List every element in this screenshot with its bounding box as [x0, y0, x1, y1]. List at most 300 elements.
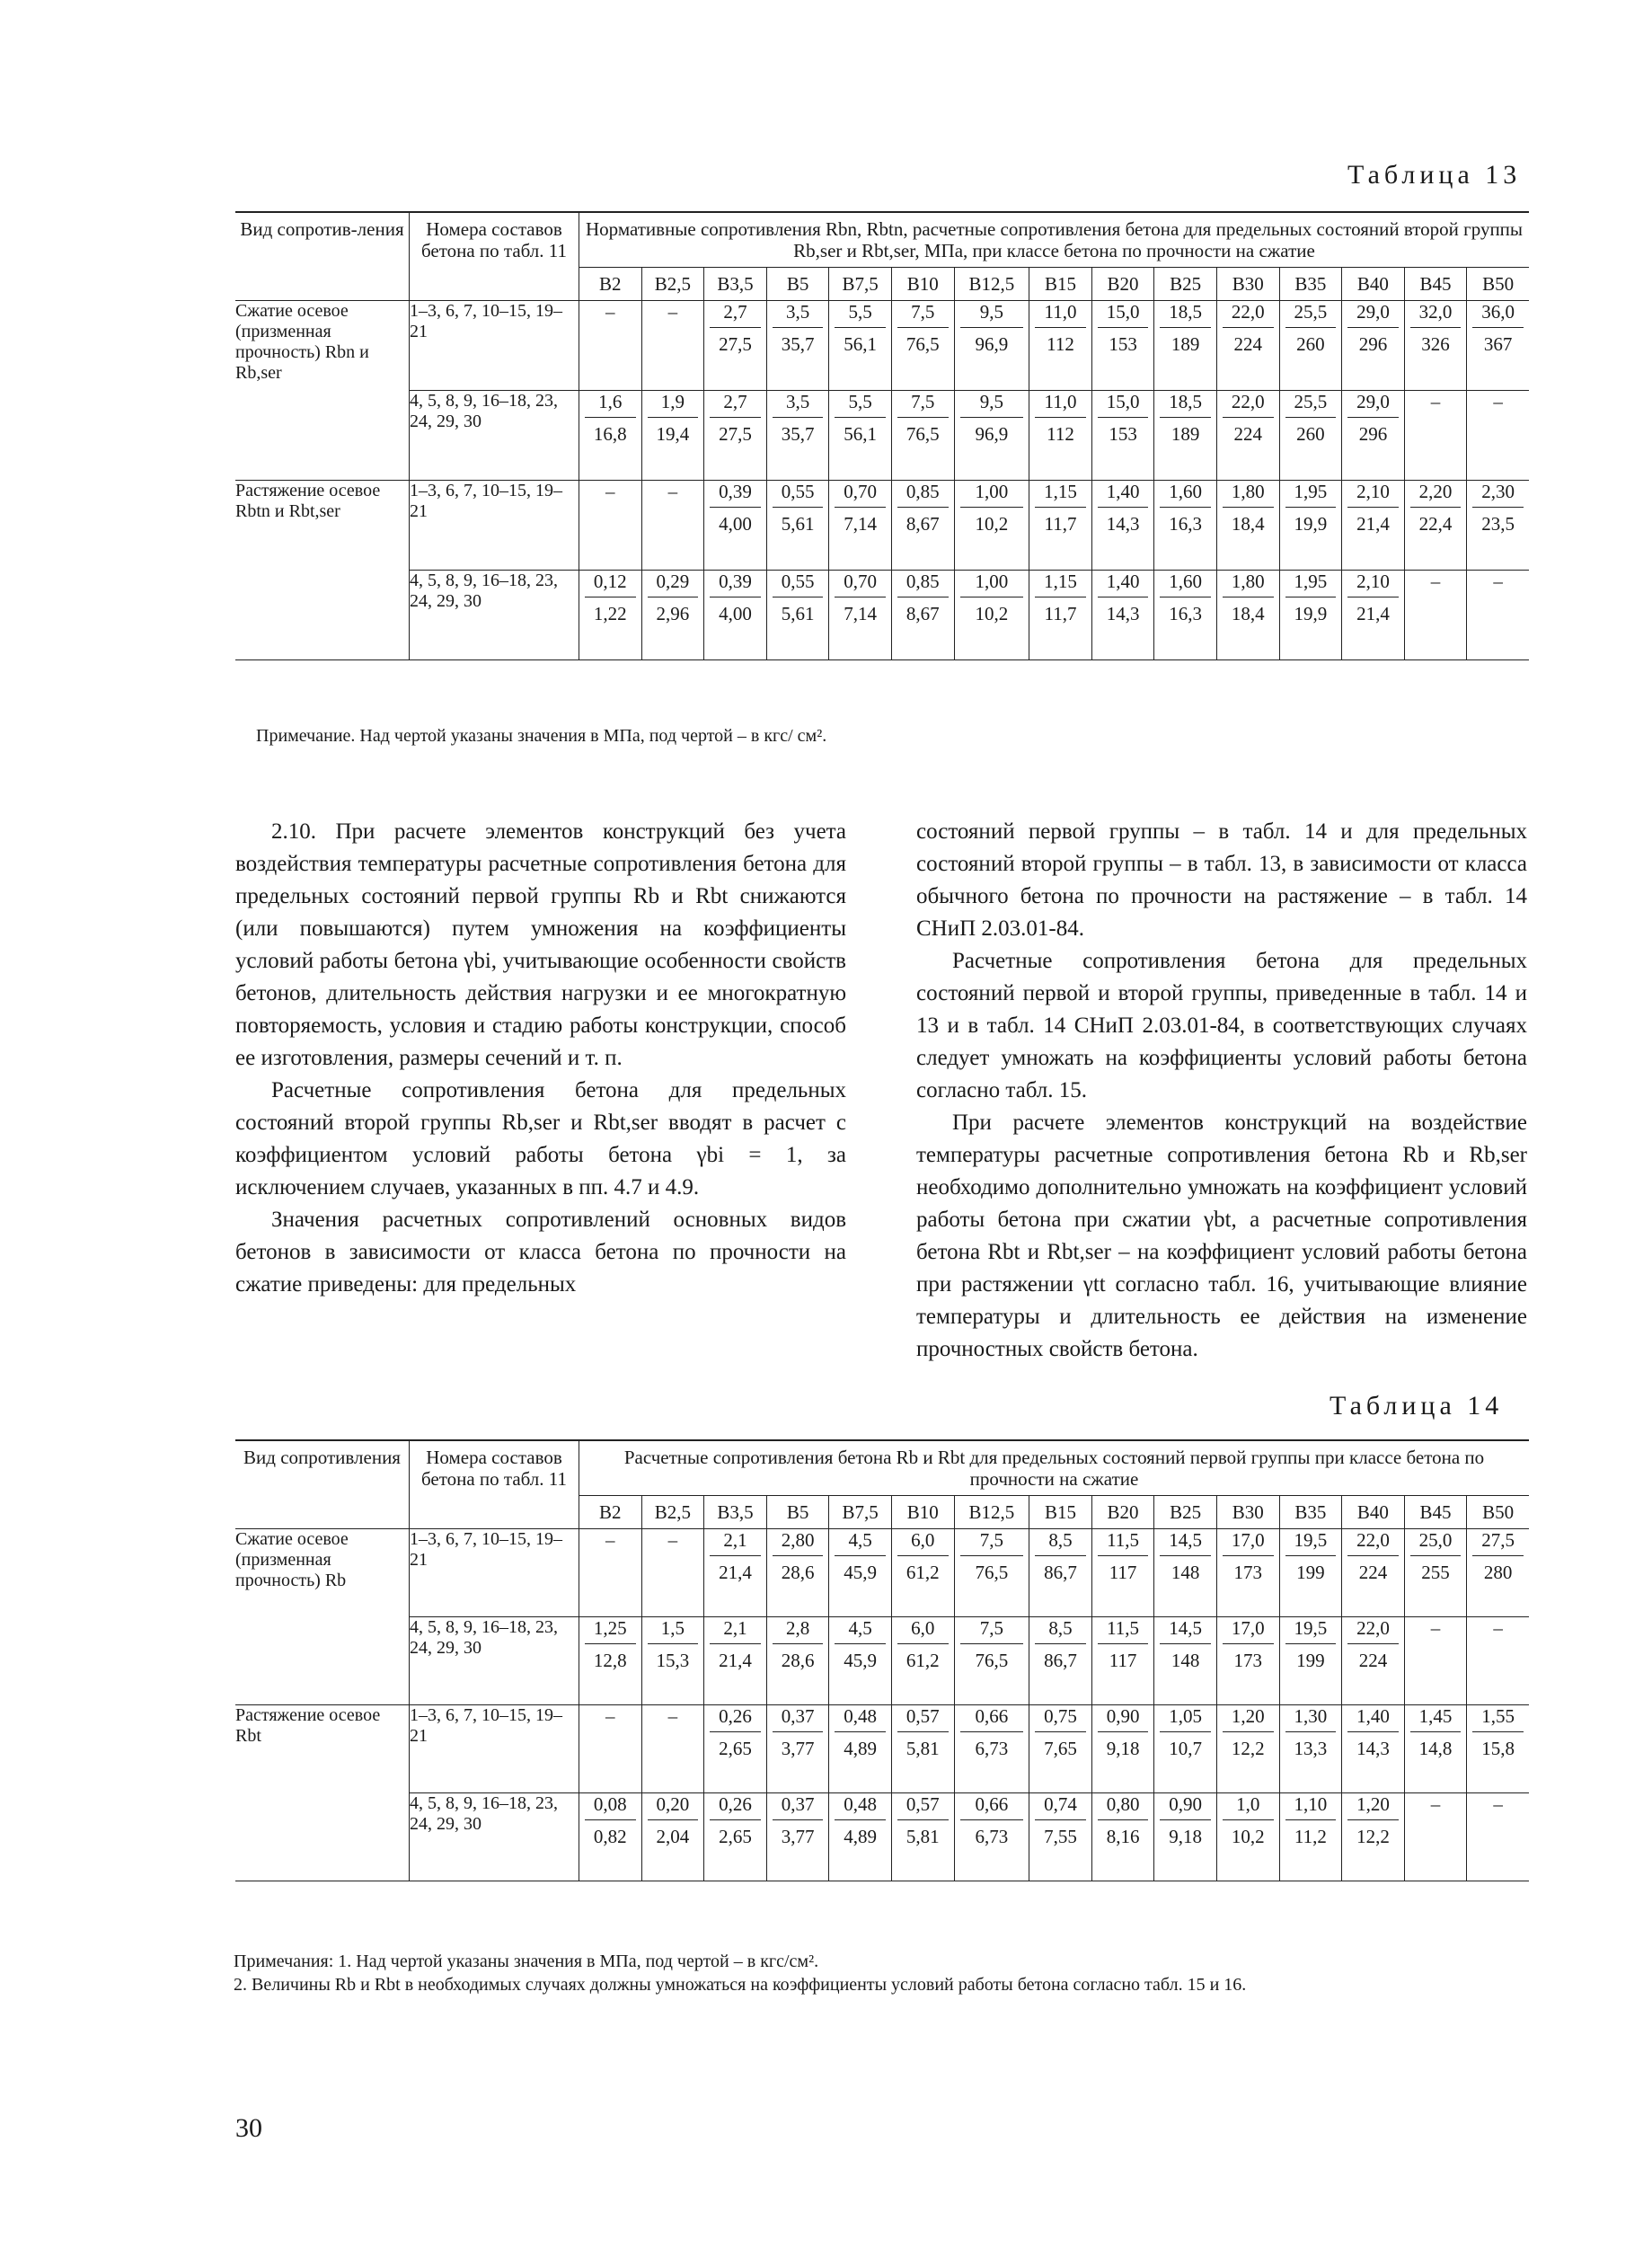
value-mpa: 2,30 [1472, 481, 1524, 507]
paragraph: При расчете элементов конструкций на воздействие температуры расчетные сопротивления бетона Rb и Rb,ser необходимо дополнительно умножать на коэффициент условий работы бетона при сжатии γbt, а расчетные сопротивления бетона Rbt и Rbt,ser – на коэффициент условий работы бетона при растяжении γtt согласно табл. 16, учитывающие влияние температуры и длительность ее действия на изменение прочностных свойств бетона. [916, 1111, 1527, 1361]
composition-numbers: 1–3, 6, 7, 10–15, 19–21 [410, 301, 579, 391]
value-kgf: 8,16 [1106, 1825, 1140, 1847]
concrete-class-header: B25 [1154, 1496, 1217, 1529]
value-cell [1029, 1705, 1092, 1793]
value-cell: – [579, 1529, 642, 1617]
concrete-class-header: B10 [891, 1496, 954, 1529]
value-cell [1342, 1529, 1405, 1617]
value-mpa: 2,7 [710, 301, 761, 327]
table-row [235, 1793, 1529, 1881]
concrete-class-header: B2 [579, 1496, 642, 1529]
composition-numbers: 1–3, 6, 7, 10–15, 19–21 [410, 481, 579, 571]
value-mpa: 3,5 [773, 301, 824, 327]
value-mpa: 17,0 [1223, 1617, 1274, 1643]
value-cell [704, 1705, 767, 1793]
value-kgf: 12,2 [1356, 1825, 1390, 1847]
concrete-class-header: B50 [1467, 268, 1529, 301]
value-kgf: 11,7 [1044, 602, 1077, 624]
value-kgf: 14,3 [1106, 602, 1140, 624]
value-cell [1216, 481, 1279, 571]
value-kgf: 296 [1358, 422, 1388, 445]
header-description: Нормативные сопротивления Rbn, Rbtn, расчетные сопротивления бетона для предельных состояний второй группы Rb,ser и Rbt,ser, МПа, при классе бетона по прочности на сжатие [579, 212, 1530, 268]
value-mpa: 14,5 [1160, 1617, 1211, 1643]
value-mpa: 15,0 [1098, 391, 1149, 417]
value-mpa: 36,0 [1472, 301, 1524, 327]
value-kgf: 56,1 [844, 422, 878, 445]
resistance-kind: Растяжение осевое Rbtn и Rbt,ser [235, 481, 410, 660]
value-kgf: 19,9 [1294, 602, 1328, 624]
value-kgf: 112 [1047, 332, 1074, 355]
concrete-class-header: B40 [1342, 1496, 1405, 1529]
value-mpa: 0,12 [585, 571, 636, 597]
value-mpa: 29,0 [1347, 301, 1399, 327]
value-mpa: 2,8 [773, 1617, 824, 1643]
value-kgf: 4,00 [719, 602, 752, 624]
value-mpa: 7,5 [960, 1529, 1024, 1555]
value-cell [1154, 301, 1217, 391]
value-cell [641, 391, 704, 481]
value-cell [1091, 481, 1154, 571]
value-kgf: 5,81 [906, 1737, 940, 1759]
value-mpa: 4,5 [835, 1617, 886, 1643]
value-kgf: 153 [1109, 332, 1137, 355]
value-mpa: 0,75 [1035, 1705, 1086, 1731]
page-number: 30 [235, 2113, 262, 2143]
value-kgf: 76,5 [906, 332, 940, 355]
composition-numbers: 1–3, 6, 7, 10–15, 19–21 [410, 1529, 579, 1617]
value-kgf: 16,3 [1169, 512, 1203, 535]
value-mpa: 11,0 [1035, 391, 1086, 417]
value-mpa: 11,5 [1098, 1617, 1149, 1643]
value-kgf: 6,73 [975, 1825, 1009, 1847]
value-kgf: 10,2 [975, 512, 1009, 535]
value-mpa: 0,26 [710, 1793, 761, 1819]
value-mpa: 0,55 [773, 571, 824, 597]
value-kgf: 260 [1296, 422, 1325, 445]
value-cell [704, 481, 767, 571]
value-cell [1091, 1529, 1154, 1617]
value-cell: – [641, 1705, 704, 1793]
value-kgf: 22,4 [1418, 512, 1453, 535]
header-compositions: Номера составов бетона по табл. 11 [410, 1440, 579, 1529]
value-cell [766, 1793, 829, 1881]
value-mpa: 22,0 [1223, 391, 1274, 417]
value-mpa: 1,80 [1223, 481, 1274, 507]
value-mpa: 5,5 [835, 391, 886, 417]
value-cell [891, 571, 954, 660]
value-kgf: 280 [1483, 1561, 1513, 1583]
value-kgf: 9,18 [1106, 1737, 1140, 1759]
value-mpa: 0,66 [960, 1793, 1024, 1819]
value-cell [1342, 571, 1405, 660]
concrete-class-header: B12,5 [954, 1496, 1029, 1529]
value-cell [1216, 1617, 1279, 1705]
value-kgf: 11,2 [1294, 1825, 1327, 1847]
value-mpa: 2,1 [710, 1529, 761, 1555]
value-kgf: 2,96 [656, 602, 690, 624]
value-cell [829, 1705, 892, 1793]
value-kgf: 3,77 [781, 1825, 815, 1847]
paragraph: состояний первой группы – в табл. 14 и для предельных состояний второй группы – в табл. 13, в зависимости от класса обычного бетона по прочности на растяжение – в табл. 14 СНиП 2.03.01-84. [916, 819, 1527, 941]
value-cell [1216, 301, 1279, 391]
value-cell [1404, 301, 1467, 391]
concrete-class-header: B35 [1279, 268, 1342, 301]
value-mpa: 6,0 [897, 1617, 949, 1643]
concrete-class-header: B2,5 [641, 268, 704, 301]
value-cell [1029, 1617, 1092, 1705]
value-kgf: 4,89 [844, 1825, 878, 1847]
value-cell: – [579, 301, 642, 391]
value-cell [1279, 1617, 1342, 1705]
value-mpa: 22,0 [1223, 301, 1274, 327]
value-kgf: 45,9 [844, 1561, 878, 1583]
value-kgf: 6,73 [975, 1737, 1009, 1759]
value-mpa: 0,55 [773, 481, 824, 507]
value-cell [1467, 301, 1529, 391]
concrete-class-header: B3,5 [704, 1496, 767, 1529]
table-row [235, 1705, 1529, 1793]
value-cell: – [1467, 1617, 1529, 1705]
value-mpa: 7,5 [960, 1617, 1024, 1643]
value-mpa: 0,57 [897, 1793, 949, 1819]
value-kgf: 27,5 [719, 332, 752, 355]
table-row [235, 1617, 1529, 1705]
concrete-class-header: B45 [1404, 268, 1467, 301]
value-mpa: 0,90 [1098, 1705, 1149, 1731]
concrete-class-header: B3,5 [704, 268, 767, 301]
value-kgf: 224 [1233, 422, 1262, 445]
header-description: Расчетные сопротивления бетона Rb и Rbt для предельных состояний первой группы при классе бетона по прочности на сжатие [579, 1440, 1530, 1496]
value-cell [766, 571, 829, 660]
value-kgf: 117 [1109, 1649, 1137, 1671]
value-mpa: 1,15 [1035, 571, 1086, 597]
header-compositions: Номера составов бетона по табл. 11 [410, 212, 579, 301]
composition-numbers: 4, 5, 8, 9, 16–18, 23, 24, 29, 30 [410, 1617, 579, 1705]
value-cell [954, 1617, 1029, 1705]
value-kgf: 35,7 [781, 332, 815, 355]
paragraph: Расчетные сопротивления бетона для предельных состояний первой и второй группы, приведенные в табл. 14 и 13 и в табл. 14 СНиП 2.03.01-84, в соответствующих случаях следует умножать на коэффициенты условий работы бетона согласно табл. 15. [916, 949, 1527, 1102]
value-cell [1467, 481, 1529, 571]
value-cell: – [641, 481, 704, 571]
value-kgf: 35,7 [781, 422, 815, 445]
value-kgf: 16,3 [1169, 602, 1203, 624]
value-mpa: 14,5 [1160, 1529, 1211, 1555]
value-kgf: 326 [1421, 332, 1450, 355]
value-cell [1216, 1529, 1279, 1617]
value-cell [891, 391, 954, 481]
value-cell [891, 301, 954, 391]
value-cell [1404, 1705, 1467, 1793]
value-kgf: 19,4 [656, 422, 690, 445]
value-kgf: 10,7 [1169, 1737, 1203, 1759]
concrete-class-header: B10 [891, 268, 954, 301]
value-cell [954, 301, 1029, 391]
value-cell [954, 1529, 1029, 1617]
value-kgf: 23,5 [1481, 512, 1515, 535]
value-mpa: 1,55 [1472, 1705, 1524, 1731]
value-mpa: 19,5 [1285, 1617, 1337, 1643]
value-kgf: 7,65 [1044, 1737, 1077, 1759]
value-cell [1154, 1793, 1217, 1881]
concrete-class-header: B15 [1029, 268, 1092, 301]
value-cell [1342, 1705, 1405, 1793]
table-row [235, 301, 1529, 391]
value-mpa: 2,80 [773, 1529, 824, 1555]
value-mpa: 7,5 [897, 391, 949, 417]
value-kgf: 19,9 [1294, 512, 1328, 535]
value-cell [1091, 1705, 1154, 1793]
value-cell [891, 1529, 954, 1617]
value-kgf: 8,67 [906, 602, 940, 624]
value-mpa: 27,5 [1472, 1529, 1524, 1555]
table14-caption: Таблица 14 [1330, 1391, 1504, 1421]
body-left-column [235, 816, 846, 1301]
value-cell [579, 1617, 642, 1705]
paragraph: 2.10. При расчете элементов конструкций без учета воздействия температуры расчетные сопротивления бетона для предельных состояний первой группы Rb и Rbt снижаются (или повышаются) путем умножения на коэффициенты условий работы бетона γbi, учитывающие особенности свойств бетонов, длительность действия нагрузки и ее многократную повторяемость, условия и стадию работы конструкции, способ ее изготовления, размеры сечений и т. п. [235, 819, 846, 1070]
value-cell [641, 571, 704, 660]
value-kgf: 14,3 [1356, 1737, 1390, 1759]
value-kgf: 14,8 [1418, 1737, 1453, 1759]
concrete-class-header: B20 [1091, 1496, 1154, 1529]
value-cell [1029, 391, 1092, 481]
value-cell [579, 1793, 642, 1881]
concrete-class-header: B15 [1029, 1496, 1092, 1529]
value-kgf: 76,5 [975, 1561, 1009, 1583]
value-mpa: 0,20 [648, 1793, 699, 1819]
value-mpa: 1,6 [585, 391, 636, 417]
value-kgf: 21,4 [1356, 512, 1390, 535]
value-mpa: 0,70 [835, 481, 886, 507]
resistance-kind: Сжатие осевое (призменная прочность) Rb [235, 1529, 410, 1705]
value-mpa: 0,85 [897, 571, 949, 597]
value-cell [704, 1793, 767, 1881]
value-mpa: 1,30 [1285, 1705, 1337, 1731]
value-kgf: 18,4 [1231, 512, 1265, 535]
value-kgf: 21,4 [1356, 602, 1390, 624]
value-kgf: 173 [1233, 1649, 1262, 1671]
table13 [235, 211, 1529, 660]
value-mpa: 1,00 [960, 571, 1024, 597]
value-kgf: 199 [1296, 1649, 1325, 1671]
value-mpa: 2,10 [1347, 571, 1399, 597]
value-mpa: 18,5 [1160, 301, 1211, 327]
value-cell [704, 1529, 767, 1617]
concrete-class-header: B45 [1404, 1496, 1467, 1529]
value-kgf: 12,2 [1231, 1737, 1265, 1759]
concrete-class-header: B40 [1342, 268, 1405, 301]
value-kgf: 45,9 [844, 1649, 878, 1671]
value-cell [1467, 1529, 1529, 1617]
value-mpa: 2,10 [1347, 481, 1399, 507]
value-kgf: 2,65 [719, 1825, 752, 1847]
value-kgf: 86,7 [1044, 1649, 1077, 1671]
value-kgf: 10,2 [1231, 1825, 1265, 1847]
concrete-class-header: B30 [1216, 1496, 1279, 1529]
value-kgf: 1,22 [593, 602, 627, 624]
value-mpa: 25,5 [1285, 391, 1337, 417]
value-mpa: 0,48 [835, 1705, 886, 1731]
value-cell [891, 1705, 954, 1793]
value-mpa: 7,5 [897, 301, 949, 327]
value-cell [1029, 481, 1092, 571]
value-kgf: 7,55 [1044, 1825, 1077, 1847]
value-mpa: 1,60 [1160, 571, 1211, 597]
value-mpa: 0,08 [585, 1793, 636, 1819]
value-cell: – [1404, 1617, 1467, 1705]
value-kgf: 2,65 [719, 1737, 752, 1759]
value-cell [954, 1793, 1029, 1881]
composition-numbers: 1–3, 6, 7, 10–15, 19–21 [410, 1705, 579, 1793]
concrete-class-header: B5 [766, 1496, 829, 1529]
value-kgf: 5,61 [781, 512, 815, 535]
value-mpa: 1,95 [1285, 481, 1337, 507]
value-mpa: 25,5 [1285, 301, 1337, 327]
value-kgf: 12,8 [593, 1649, 627, 1671]
value-mpa: 1,05 [1160, 1705, 1211, 1731]
concrete-class-header: B25 [1154, 268, 1217, 301]
value-kgf: 76,5 [906, 422, 940, 445]
value-cell [954, 1705, 1029, 1793]
composition-numbers: 4, 5, 8, 9, 16–18, 23, 24, 29, 30 [410, 1793, 579, 1881]
value-cell [1279, 1529, 1342, 1617]
value-cell [1091, 391, 1154, 481]
value-kgf: 28,6 [781, 1649, 815, 1671]
value-cell [1029, 1529, 1092, 1617]
table-row [235, 481, 1529, 571]
value-kgf: 153 [1109, 422, 1137, 445]
concrete-class-header: B2,5 [641, 1496, 704, 1529]
value-cell [1342, 301, 1405, 391]
composition-numbers: 4, 5, 8, 9, 16–18, 23, 24, 29, 30 [410, 391, 579, 481]
value-mpa: 2,1 [710, 1617, 761, 1643]
concrete-class-header: B35 [1279, 1496, 1342, 1529]
value-mpa: 1,45 [1410, 1705, 1462, 1731]
value-cell [766, 1705, 829, 1793]
value-kgf: 96,9 [975, 422, 1009, 445]
value-cell [1404, 481, 1467, 571]
value-kgf: 76,5 [975, 1649, 1009, 1671]
value-kgf: 61,2 [906, 1649, 940, 1671]
value-mpa: 1,40 [1347, 1705, 1399, 1731]
value-kgf: 4,00 [719, 512, 752, 535]
concrete-class-header: B2 [579, 268, 642, 301]
value-cell [1091, 301, 1154, 391]
table14 [235, 1439, 1529, 1881]
header-kind: Вид сопротив-ления [235, 212, 410, 301]
value-mpa: 0,85 [897, 481, 949, 507]
value-cell [641, 1617, 704, 1705]
value-cell [1467, 1705, 1529, 1793]
value-cell [1404, 1529, 1467, 1617]
value-cell: – [1404, 571, 1467, 660]
concrete-class-header: B7,5 [829, 1496, 892, 1529]
value-kgf: 117 [1109, 1561, 1137, 1583]
value-mpa: 3,5 [773, 391, 824, 417]
value-cell [1279, 301, 1342, 391]
value-mpa: 18,5 [1160, 391, 1211, 417]
value-kgf: 61,2 [906, 1561, 940, 1583]
value-kgf: 86,7 [1044, 1561, 1077, 1583]
value-cell [766, 301, 829, 391]
value-mpa: 1,40 [1098, 571, 1149, 597]
value-mpa: 0,37 [773, 1793, 824, 1819]
value-kgf: 112 [1047, 422, 1074, 445]
value-kgf: 148 [1171, 1649, 1200, 1671]
value-cell: – [579, 1705, 642, 1793]
table-row [235, 571, 1529, 660]
value-mpa: 0,39 [710, 571, 761, 597]
value-cell [704, 1617, 767, 1705]
value-cell: – [1467, 571, 1529, 660]
value-mpa: 0,74 [1035, 1793, 1086, 1819]
value-cell [704, 301, 767, 391]
value-kgf: 260 [1296, 332, 1325, 355]
concrete-class-header: B7,5 [829, 268, 892, 301]
value-mpa: 11,5 [1098, 1529, 1149, 1555]
value-mpa: 1,95 [1285, 571, 1337, 597]
table-row [235, 1529, 1529, 1617]
value-kgf: 15,8 [1481, 1737, 1515, 1759]
value-cell [579, 391, 642, 481]
value-mpa: 29,0 [1347, 391, 1399, 417]
value-cell [1342, 1617, 1405, 1705]
value-cell [1091, 571, 1154, 660]
value-mpa: 8,5 [1035, 1617, 1086, 1643]
value-cell [829, 571, 892, 660]
value-mpa: 2,7 [710, 391, 761, 417]
value-kgf: 15,3 [656, 1649, 690, 1671]
value-mpa: 0,66 [960, 1705, 1024, 1731]
value-cell: – [1404, 391, 1467, 481]
value-kgf: 199 [1296, 1561, 1325, 1583]
value-kgf: 11,7 [1044, 512, 1077, 535]
value-kgf: 10,2 [975, 602, 1009, 624]
value-kgf: 18,4 [1231, 602, 1265, 624]
value-mpa: 0,70 [835, 571, 886, 597]
value-kgf: 148 [1171, 1561, 1200, 1583]
value-mpa: 1,0 [1223, 1793, 1274, 1819]
value-cell [1091, 1793, 1154, 1881]
value-mpa: 1,00 [960, 481, 1024, 507]
value-cell [1279, 481, 1342, 571]
value-cell [1216, 1705, 1279, 1793]
header-kind: Вид сопротивления [235, 1440, 410, 1529]
value-cell [829, 391, 892, 481]
value-mpa: 8,5 [1035, 1529, 1086, 1555]
value-cell [1342, 391, 1405, 481]
table14-note-2: 2. Величины Rb и Rbt в необходимых случаях должны умножаться на коэффициенты условий работы бетона согласно табл. 15 и 16. [234, 1975, 1247, 1995]
value-cell [1154, 391, 1217, 481]
value-kgf: 4,89 [844, 1737, 878, 1759]
table13-caption: Таблица 13 [1347, 160, 1522, 190]
value-mpa: 15,0 [1098, 301, 1149, 327]
value-cell: – [1467, 1793, 1529, 1881]
value-cell [1279, 571, 1342, 660]
value-kgf: 5,61 [781, 602, 815, 624]
value-cell [891, 1617, 954, 1705]
value-mpa: 19,5 [1285, 1529, 1337, 1555]
value-cell [641, 1793, 704, 1881]
value-cell [891, 1793, 954, 1881]
value-cell [766, 1617, 829, 1705]
value-cell [829, 301, 892, 391]
value-cell [766, 1529, 829, 1617]
value-mpa: 0,48 [835, 1793, 886, 1819]
concrete-class-header: B30 [1216, 268, 1279, 301]
value-mpa: 9,5 [960, 391, 1024, 417]
value-cell [1154, 1705, 1217, 1793]
value-kgf: 5,81 [906, 1825, 940, 1847]
